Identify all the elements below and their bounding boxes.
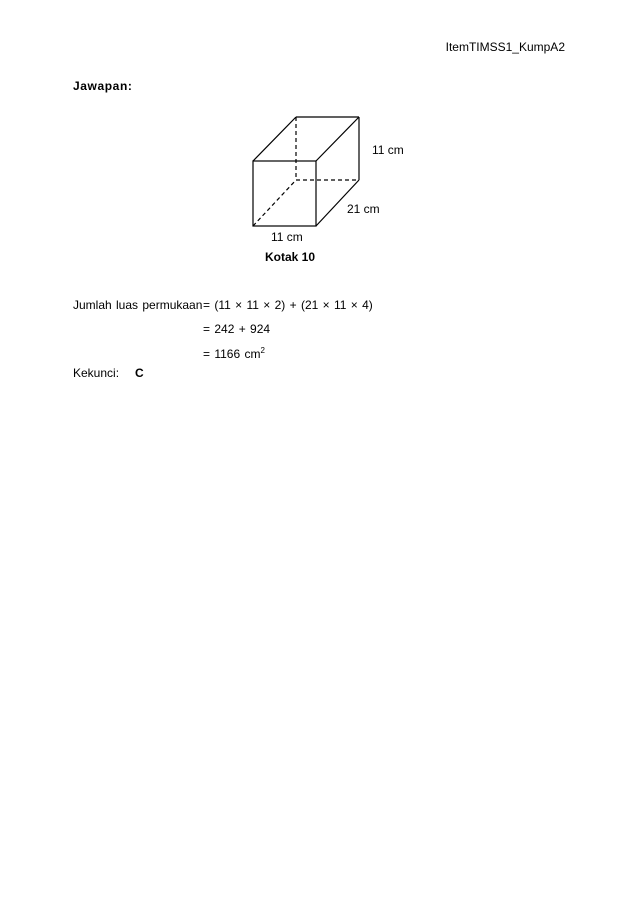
- calculation-line-1: = (11 × 11 × 2) + (21 × 11 × 4): [203, 298, 373, 312]
- calculation-result: = 1166 cm: [203, 347, 261, 361]
- unit-exponent: 2: [260, 346, 265, 355]
- width-label: 11 cm: [271, 230, 303, 244]
- depth-label: 21 cm: [347, 202, 380, 216]
- figure-caption: Kotak 10: [265, 250, 316, 264]
- box-edge: [316, 117, 359, 161]
- box-front-face: [253, 161, 316, 226]
- answer-heading: Jawapan:: [73, 79, 133, 93]
- answer-key-label: Kekunci:: [73, 366, 120, 380]
- box-edge: [253, 117, 296, 161]
- height-label: 11 cm: [372, 143, 404, 157]
- calculation-line-3: [203, 346, 265, 361]
- calculation-lhs: Jumlah luas permukaan: [73, 298, 203, 312]
- document-id: ItemTIMSS1_KumpA2: [445, 40, 565, 54]
- answer-key-value: C: [135, 366, 144, 380]
- box-hidden-edge: [253, 180, 296, 226]
- calculation-line-2: = 242 + 924: [203, 322, 271, 336]
